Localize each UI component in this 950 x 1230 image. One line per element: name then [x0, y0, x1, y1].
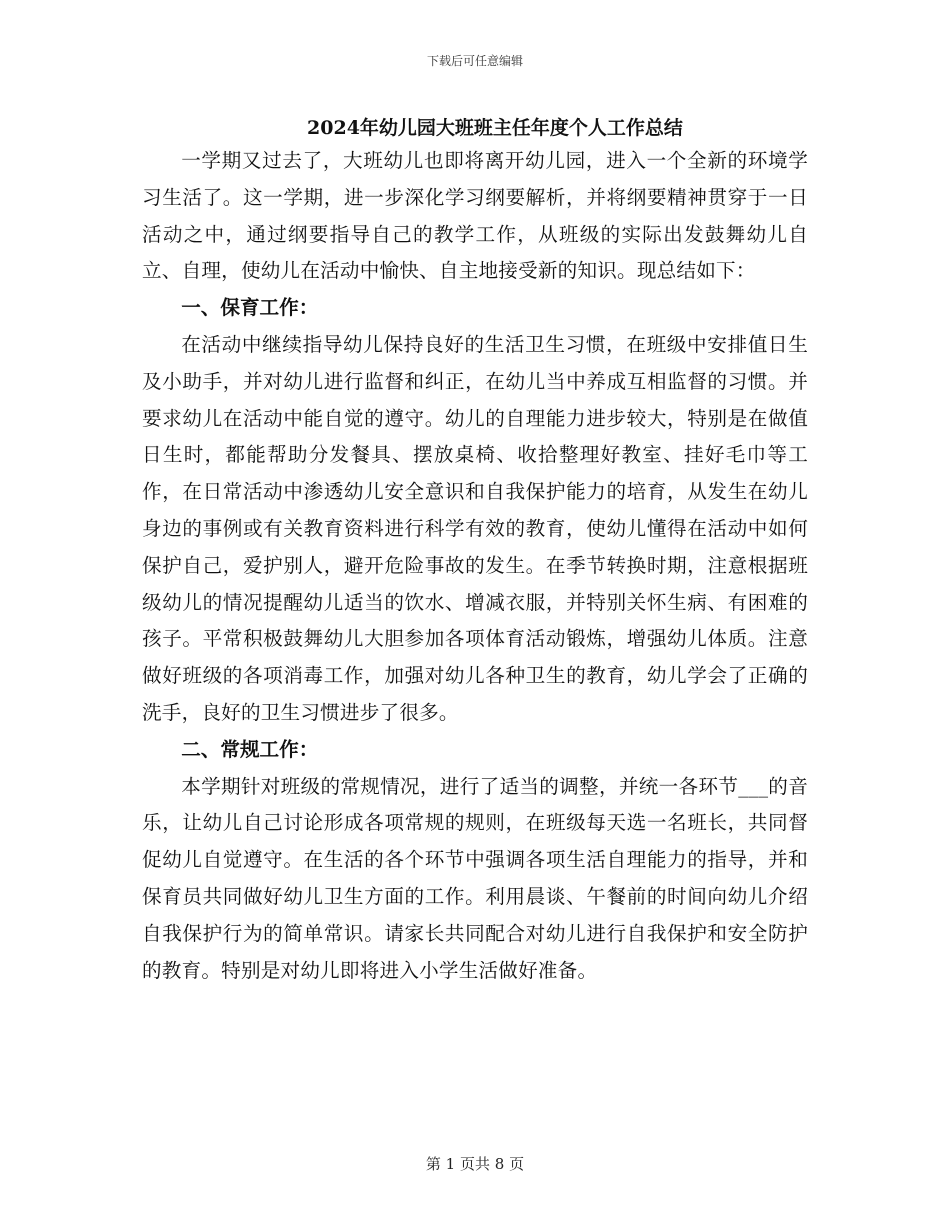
document-body — [142, 113, 808, 989]
section-heading-routine: 二、常规工作： — [181, 737, 319, 761]
page-header: 下载后可任意编辑 — [426, 54, 523, 68]
document-title: 2024年幼儿园大班班主任年度个人工作总结 — [307, 117, 683, 139]
section-heading-care: 一、保育工作： — [181, 296, 319, 320]
intro-paragraph: 一学期又过去了，大班幼儿也即将离开幼儿园，进入一个全新的环境学习生活了。这一学期，进一步深化学习纲要解析，并将纲要精神贯穿于一日活动之中，通过纲要指导自己的教学工作，从班级的实际出发鼓舞幼儿自立、自理，使幼儿在活动中愉快、自主地接受新的知识。现总结如下： — [142, 149, 808, 283]
section-body-routine: 本学期针对班级的常规情况，进行了适当的调整，并统一各环节___的音乐，让幼儿自己讨论形成各项常规的规则，在班级每天选一名班长，共同督促幼儿自觉遵守。在生活的各个环节中强调各项生活自理能力的指导，并和保育员共同做好幼儿卫生方面的工作。利用晨谈、午餐前的时间向幼儿介绍自我保护行为的简单常识。请家长共同配合对幼儿进行自我保护和安全防护的教育。特别是对幼儿即将进入小学生活做好准备。 — [142, 774, 808, 982]
section-body-care: 在活动中继续指导幼儿保持良好的生活卫生习惯，在班级中安排值日生及小助手，并对幼儿进行监督和纠正，在幼儿当中养成互相监督的习惯。并要求幼儿在活动中能自觉的遵守。幼儿的自理能力进步较大，特别是在做值日生时，都能帮助分发餐具、摆放桌椅、收拾整理好教室、挂好毛巾等工作，在日常活动中渗透幼儿安全意识和自我保护能力的培育，从发生在幼儿身边的事例或有关教育资料进行科学有效的教育，使幼儿懂得在活动中如何保护自己，爱护别人，避开危险事故的发生。在季节转换时期，注意根据班级幼儿的情况提醒幼儿适当的饮水、增减衣服，并特别关怀生病、有困难的孩子。平常积极鼓舞幼儿大胆参加各项体育活动锻炼，增强幼儿体质。注意做好班级的各项消毒工作，加强对幼儿各种卫生的教育，幼儿学会了正确的洗手，良好的卫生习惯进步了很多。 — [142, 332, 808, 724]
page-number: 第 1 页共 8 页 — [425, 1155, 525, 1173]
